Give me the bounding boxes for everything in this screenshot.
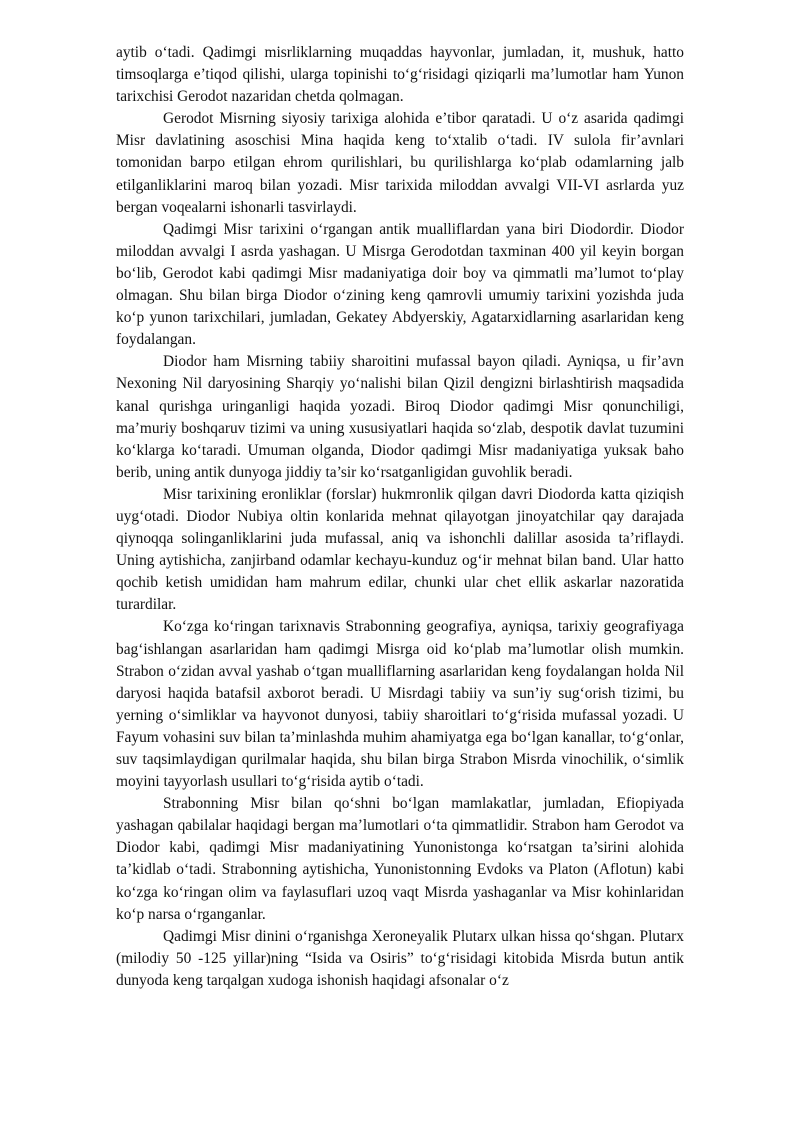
paragraph-strabo-neighbors: Strabonning Misr bilan qo‘shni bo‘lgan mamlakatlar, jumladan, Efiopiyada yashagan qabilalar haqidagi bergan ma’lumotlari o‘ta qimmatlidir. Strabon ham Gerodot va Diodor kabi, qadimgi Misr madaniyatining Yunonistonga ko‘rsatgan ta’sirini alohida ta’kidlab o‘tadi. Strabonning aytishicha, Yunonistonning Evdoks va Platon (Aflotun) kabi ko‘zga ko‘ringan olim va faylasuflari uzoq vaqt Misrda yashaganlar va Misr kohinlaridan ko‘p narsa o‘rganganlar. bbox=[116, 795, 684, 923]
paragraph-herodotus-politics: Gerodot Misrning siyosiy tarixiga alohida e’tibor qaratadi. U o‘z asarida qadimgi Misr davlatining asoschisi Mina haqida keng to‘xtalib o‘tadi. IV sulola fir’avnlari tomonidan barpo etilgan ehrom qurilishlari, bu qurilishlarga ko‘plab odamlarning jalb etilganliklarini maroq bilan yozadi. Misr tarixida miloddan avvalgi VII-VI asrlarda yuz bergan voqealarni ishonarli tasvirlaydi. bbox=[116, 110, 684, 216]
paragraph-diodorus-intro: Qadimgi Misr tarixini o‘rgangan antik mualliflardan yana biri Diodordir. Diodor miloddan avvalgi I asrda yashagan. U Misrga Gerodotdan taxminan 400 yil keyin borgan bo‘lib, Gerodot kabi qadimgi Misr madaniyatiga doir boy va qimmatli ma’lumot to‘play olmagan. Shu bilan birga Diodor o‘zining keng qamrovli umumiy tarixini yozishda juda ko‘p yunon tarixchilari, jumladan, Gekatey Abdyerskiy, Agatarxidlarning asarlaridan keng foydalangan. bbox=[116, 220, 684, 349]
paragraph-persian-period: Misr tarixining eronliklar (forslar) hukmronlik qilgan davri Diodorda katta qiziqish uyg‘otadi. Diodor Nubiya oltin konlarida mehnat qilayotgan jinoyatchilar qay darajada qiynoqqa solinganliklarini juda mufassal, aniq va ishonchli dalillar asosida ta’riflaydi. Uning aytishicha, zanjirband odamlar kechayu-kunduz og‘ir mehnat bilan band. Ular hatto qochib ketish umididan ham mahrum edilar, chunki ular chet ellik askarlar nazoratida turardilar. bbox=[116, 485, 684, 614]
paragraph-diodorus-nature: Diodor ham Misrning tabiiy sharoitini mufassal bayon qiladi. Ayniqsa, u fir’avn Nexoning Nil daryosining Sharqiy yo‘nalishi bilan Qizil dengizni birlashtirish maqsadida kanal qurishga uringanligi haqida yozadi. Biroq Diodor qadimgi Misr qonunchiligi, ma’muriy boshqaruv tizimi va uning xususiyatlari haqida so‘zlab, despotik davlat tuzumini ko‘klarga ko‘taradi. Umuman olganda, Diodor qadimgi Misr madaniyatiga yuksak baho berib, uning antik dunyoga jiddiy ta’sir ko‘rsatganligidan guvohlik beradi. bbox=[116, 353, 684, 481]
paragraph-strabo-geography: Ko‘zga ko‘ringan tarixnavis Strabonning geografiya, ayniqsa, tarixiy geografiyaga bag‘ishlangan asarlaridan ham qadimgi Misrga oid ko‘plab ma’lumotlar olish mumkin. Strabon o‘zidan avval yashab o‘tgan mualliflarning asarlaridan keng foydalangan holda Nil daryosi haqida batafsil axborot beradi. U Misrdagi tabiiy va sun’iy sug‘orish tizimi, bu yerning o‘simliklar va hayvonot dunyosi, tabiiy sharoitlari to‘g‘risida mufassal yozadi. U Fayum vohasini suv bilan ta’minlashda muhim ahamiyatga ega bo‘lgan kanallar, to‘g‘onlar, suv taqsimlaydigan qurilmalar haqida, shu bilan birga Strabon Misrda vinochilik, o‘simlik moyini tayyorlash usullari to‘g‘risida aytib o‘tadi. bbox=[116, 618, 684, 791]
paragraph-continuation: aytib o‘tadi. Qadimgi misrliklarning muqaddas hayvonlar, jumladan, it, mushuk, hatto timsoqlarga e’tiqod qilishi, ularga topinishi to‘g‘risidagi qiziqarli ma’lumotlar ham Yunon tarixchisi Gerodot nazaridan chetda qolmagan. bbox=[116, 44, 684, 106]
document-page bbox=[116, 42, 684, 992]
paragraph-plutarch: Qadimgi Misr dinini o‘rganishga Xeroneyalik Plutarx ulkan hissa qo‘shgan. Plutarx (milodiy 50 -125 yillar)ning “Isida va Osiris” to‘g‘risidagi kitobida Misrda butun antik dunyoda keng tarqalgan xudoga ishonish haqidagi afsonalar o‘z bbox=[116, 927, 684, 989]
